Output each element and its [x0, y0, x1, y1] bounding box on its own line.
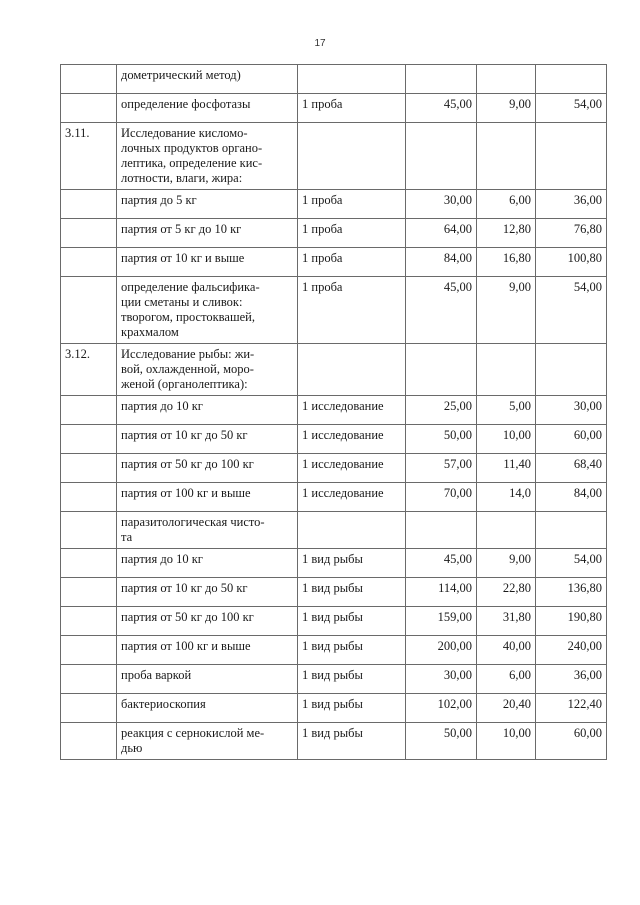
table-row — [61, 396, 607, 425]
vat-cell — [477, 578, 536, 607]
item-number-cell — [61, 454, 117, 483]
table-row — [61, 65, 607, 94]
price-value: 159,00 — [437, 610, 472, 624]
unit-cell — [298, 344, 406, 396]
total-cell — [536, 454, 607, 483]
total-cell — [536, 94, 607, 123]
item-number-cell — [61, 665, 117, 694]
unit-cell — [298, 636, 406, 665]
price-value: 45,00 — [443, 97, 472, 111]
service-name: бактериоскопия — [121, 697, 206, 711]
service-name: определение фосфотазы — [121, 97, 251, 111]
unit-cell — [298, 454, 406, 483]
total-value: 122,40 — [567, 697, 602, 711]
vat-cell — [477, 277, 536, 344]
service-name: партия от 10 кг до 50 кг — [121, 581, 248, 595]
service-name: Исследование рыбы: жи- вой, охлажденной, моро- женой (органолептика): — [121, 347, 255, 391]
total-value: 68,40 — [573, 457, 602, 471]
total-cell — [536, 483, 607, 512]
price-cell — [406, 425, 477, 454]
item-number-cell — [61, 607, 117, 636]
vat-cell — [477, 65, 536, 94]
price-value: 25,00 — [443, 399, 472, 413]
unit-of-measure: 1 вид рыбы — [302, 552, 363, 566]
unit-of-measure: 1 исследование — [302, 486, 384, 500]
vat-value: 20,40 — [502, 697, 531, 711]
price-cell — [406, 344, 477, 396]
table-row — [61, 578, 607, 607]
vat-value: 14,0 — [509, 486, 531, 500]
total-cell — [536, 665, 607, 694]
vat-cell — [477, 607, 536, 636]
price-cell — [406, 277, 477, 344]
total-value: 60,00 — [573, 726, 602, 740]
item-number-cell — [61, 65, 117, 94]
table-row — [61, 219, 607, 248]
service-name: паразитологическая чисто- та — [121, 515, 265, 544]
vat-cell — [477, 512, 536, 549]
price-value: 50,00 — [443, 726, 472, 740]
vat-cell — [477, 636, 536, 665]
unit-of-measure: 1 вид рыбы — [302, 726, 363, 740]
service-name-cell — [117, 190, 298, 219]
table-row — [61, 636, 607, 665]
unit-of-measure: 1 проба — [302, 251, 343, 265]
unit-cell — [298, 123, 406, 190]
vat-cell — [477, 396, 536, 425]
service-name: Исследование кисломо- лочных продуктов органо- лептика, определение кис- лотности, влаги, жира: — [121, 126, 263, 185]
total-cell — [536, 549, 607, 578]
service-name-cell — [117, 694, 298, 723]
price-cell — [406, 396, 477, 425]
vat-cell — [477, 723, 536, 760]
service-name-cell — [117, 396, 298, 425]
table-body — [61, 65, 607, 760]
service-name: проба варкой — [121, 668, 192, 682]
price-cell — [406, 94, 477, 123]
price-cell — [406, 248, 477, 277]
vat-cell — [477, 665, 536, 694]
total-cell — [536, 344, 607, 396]
service-name-cell — [117, 578, 298, 607]
vat-value: 16,80 — [502, 251, 531, 265]
price-cell — [406, 723, 477, 760]
unit-cell — [298, 483, 406, 512]
unit-of-measure: 1 исследование — [302, 399, 384, 413]
vat-value: 40,00 — [502, 639, 531, 653]
unit-of-measure: 1 проба — [302, 222, 343, 236]
total-cell — [536, 248, 607, 277]
item-number-cell — [61, 483, 117, 512]
price-cell — [406, 694, 477, 723]
vat-value: 9,00 — [509, 552, 531, 566]
vat-cell — [477, 454, 536, 483]
item-number-cell — [61, 723, 117, 760]
total-cell — [536, 425, 607, 454]
service-name: партия до 10 кг — [121, 399, 203, 413]
service-name-cell — [117, 607, 298, 636]
unit-cell — [298, 607, 406, 636]
total-value: 190,80 — [567, 610, 602, 624]
unit-cell — [298, 219, 406, 248]
service-name: партия до 10 кг — [121, 552, 203, 566]
unit-cell — [298, 65, 406, 94]
price-cell — [406, 607, 477, 636]
price-cell — [406, 665, 477, 694]
total-value: 60,00 — [573, 428, 602, 442]
table-row — [61, 723, 607, 760]
table-row — [61, 454, 607, 483]
unit-of-measure: 1 вид рыбы — [302, 639, 363, 653]
service-name-cell — [117, 94, 298, 123]
vat-value: 6,00 — [509, 668, 531, 682]
total-value: 36,00 — [573, 193, 602, 207]
item-number-cell — [61, 344, 117, 396]
vat-cell — [477, 425, 536, 454]
vat-value: 31,80 — [502, 610, 531, 624]
item-number-cell — [61, 277, 117, 344]
unit-cell — [298, 512, 406, 549]
total-value: 100,80 — [567, 251, 602, 265]
service-name: партия от 50 кг до 100 кг — [121, 457, 254, 471]
unit-cell — [298, 425, 406, 454]
total-cell — [536, 396, 607, 425]
table-row — [61, 549, 607, 578]
table-row — [61, 607, 607, 636]
table-row — [61, 694, 607, 723]
total-value: 30,00 — [573, 399, 602, 413]
price-value: 70,00 — [443, 486, 472, 500]
price-value: 64,00 — [443, 222, 472, 236]
total-value: 54,00 — [573, 97, 602, 111]
service-name-cell — [117, 248, 298, 277]
price-value: 30,00 — [443, 668, 472, 682]
table-row — [61, 425, 607, 454]
unit-of-measure: 1 исследование — [302, 428, 384, 442]
item-number-cell — [61, 636, 117, 665]
table-row — [61, 190, 607, 219]
unit-cell — [298, 723, 406, 760]
service-name-cell — [117, 723, 298, 760]
table-row — [61, 94, 607, 123]
total-cell — [536, 65, 607, 94]
unit-cell — [298, 665, 406, 694]
service-name-cell — [117, 277, 298, 344]
unit-cell — [298, 248, 406, 277]
unit-cell — [298, 694, 406, 723]
price-cell — [406, 454, 477, 483]
unit-cell — [298, 578, 406, 607]
price-cell — [406, 123, 477, 190]
item-number-cell — [61, 94, 117, 123]
service-name-cell — [117, 549, 298, 578]
price-value: 45,00 — [443, 552, 472, 566]
total-cell — [536, 219, 607, 248]
vat-cell — [477, 344, 536, 396]
service-name: дометрический метод) — [121, 68, 241, 82]
unit-of-measure: 1 проба — [302, 193, 343, 207]
unit-cell — [298, 549, 406, 578]
item-number-cell — [61, 578, 117, 607]
service-name: определение фальсифика- ции сметаны и сливок: творогом, простоквашей, крахмалом — [121, 280, 260, 339]
price-cell — [406, 512, 477, 549]
table-row — [61, 512, 607, 549]
price-cell — [406, 190, 477, 219]
price-value: 57,00 — [443, 457, 472, 471]
service-name: партия от 10 кг до 50 кг — [121, 428, 248, 442]
total-cell — [536, 123, 607, 190]
service-name-cell — [117, 483, 298, 512]
service-name: партия от 10 кг и выше — [121, 251, 245, 265]
service-name: партия от 100 кг и выше — [121, 486, 251, 500]
total-value: 84,00 — [573, 486, 602, 500]
table-row — [61, 123, 607, 190]
service-name: партия до 5 кг — [121, 193, 197, 207]
vat-value: 9,00 — [509, 97, 531, 111]
total-value: 136,80 — [567, 581, 602, 595]
vat-cell — [477, 248, 536, 277]
service-name: партия от 100 кг и выше — [121, 639, 251, 653]
vat-cell — [477, 190, 536, 219]
vat-cell — [477, 694, 536, 723]
total-cell — [536, 694, 607, 723]
vat-cell — [477, 94, 536, 123]
total-cell — [536, 636, 607, 665]
price-value: 102,00 — [437, 697, 472, 711]
unit-of-measure: 1 проба — [302, 280, 343, 294]
service-name: партия от 50 кг до 100 кг — [121, 610, 254, 624]
service-name-cell — [117, 123, 298, 190]
service-name-cell — [117, 454, 298, 483]
price-value: 84,00 — [443, 251, 472, 265]
price-value: 45,00 — [443, 280, 472, 294]
service-name-cell — [117, 65, 298, 94]
total-value: 54,00 — [573, 280, 602, 294]
price-cell — [406, 578, 477, 607]
vat-value: 10,00 — [502, 726, 531, 740]
vat-value: 6,00 — [509, 193, 531, 207]
unit-of-measure: 1 вид рыбы — [302, 610, 363, 624]
item-number-cell — [61, 512, 117, 549]
vat-cell — [477, 219, 536, 248]
table-row — [61, 483, 607, 512]
table-row — [61, 665, 607, 694]
vat-value: 10,00 — [502, 428, 531, 442]
item-number-cell — [61, 248, 117, 277]
item-number: 3.12. — [65, 347, 90, 361]
price-cell — [406, 549, 477, 578]
item-number-cell — [61, 219, 117, 248]
item-number-cell — [61, 190, 117, 219]
price-value: 30,00 — [443, 193, 472, 207]
item-number-cell — [61, 549, 117, 578]
item-number-cell — [61, 123, 117, 190]
service-name-cell — [117, 219, 298, 248]
vat-value: 5,00 — [509, 399, 531, 413]
vat-cell — [477, 483, 536, 512]
total-cell — [536, 607, 607, 636]
price-cell — [406, 219, 477, 248]
item-number-cell — [61, 694, 117, 723]
unit-cell — [298, 277, 406, 344]
item-number-cell — [61, 396, 117, 425]
unit-of-measure: 1 исследование — [302, 457, 384, 471]
price-value: 50,00 — [443, 428, 472, 442]
table-row — [61, 277, 607, 344]
unit-cell — [298, 94, 406, 123]
table-row — [61, 248, 607, 277]
total-value: 76,80 — [573, 222, 602, 236]
price-value: 114,00 — [438, 581, 472, 595]
unit-cell — [298, 396, 406, 425]
service-name-cell — [117, 665, 298, 694]
vat-value: 22,80 — [502, 581, 531, 595]
vat-value: 11,40 — [503, 457, 531, 471]
service-name-cell — [117, 636, 298, 665]
total-cell — [536, 723, 607, 760]
total-value: 240,00 — [567, 639, 602, 653]
table-row — [61, 344, 607, 396]
service-name-cell — [117, 425, 298, 454]
total-cell — [536, 190, 607, 219]
service-name: партия от 5 кг до 10 кг — [121, 222, 242, 236]
service-name: реакция с сернокислой ме- дью — [121, 726, 265, 755]
vat-cell — [477, 123, 536, 190]
price-value: 200,00 — [437, 639, 472, 653]
total-value: 36,00 — [573, 668, 602, 682]
price-table — [60, 64, 607, 760]
vat-cell — [477, 549, 536, 578]
total-cell — [536, 277, 607, 344]
item-number: 3.11. — [65, 126, 90, 140]
vat-value: 12,80 — [502, 222, 531, 236]
price-cell — [406, 483, 477, 512]
total-value: 54,00 — [573, 552, 602, 566]
service-name-cell — [117, 512, 298, 549]
unit-of-measure: 1 вид рыбы — [302, 697, 363, 711]
total-cell — [536, 578, 607, 607]
vat-value: 9,00 — [509, 280, 531, 294]
price-cell — [406, 65, 477, 94]
unit-of-measure: 1 вид рыбы — [302, 668, 363, 682]
service-name-cell — [117, 344, 298, 396]
total-cell — [536, 512, 607, 549]
item-number-cell — [61, 425, 117, 454]
page-number: 17 — [314, 38, 326, 49]
unit-cell — [298, 190, 406, 219]
unit-of-measure: 1 вид рыбы — [302, 581, 363, 595]
unit-of-measure: 1 проба — [302, 97, 343, 111]
price-cell — [406, 636, 477, 665]
